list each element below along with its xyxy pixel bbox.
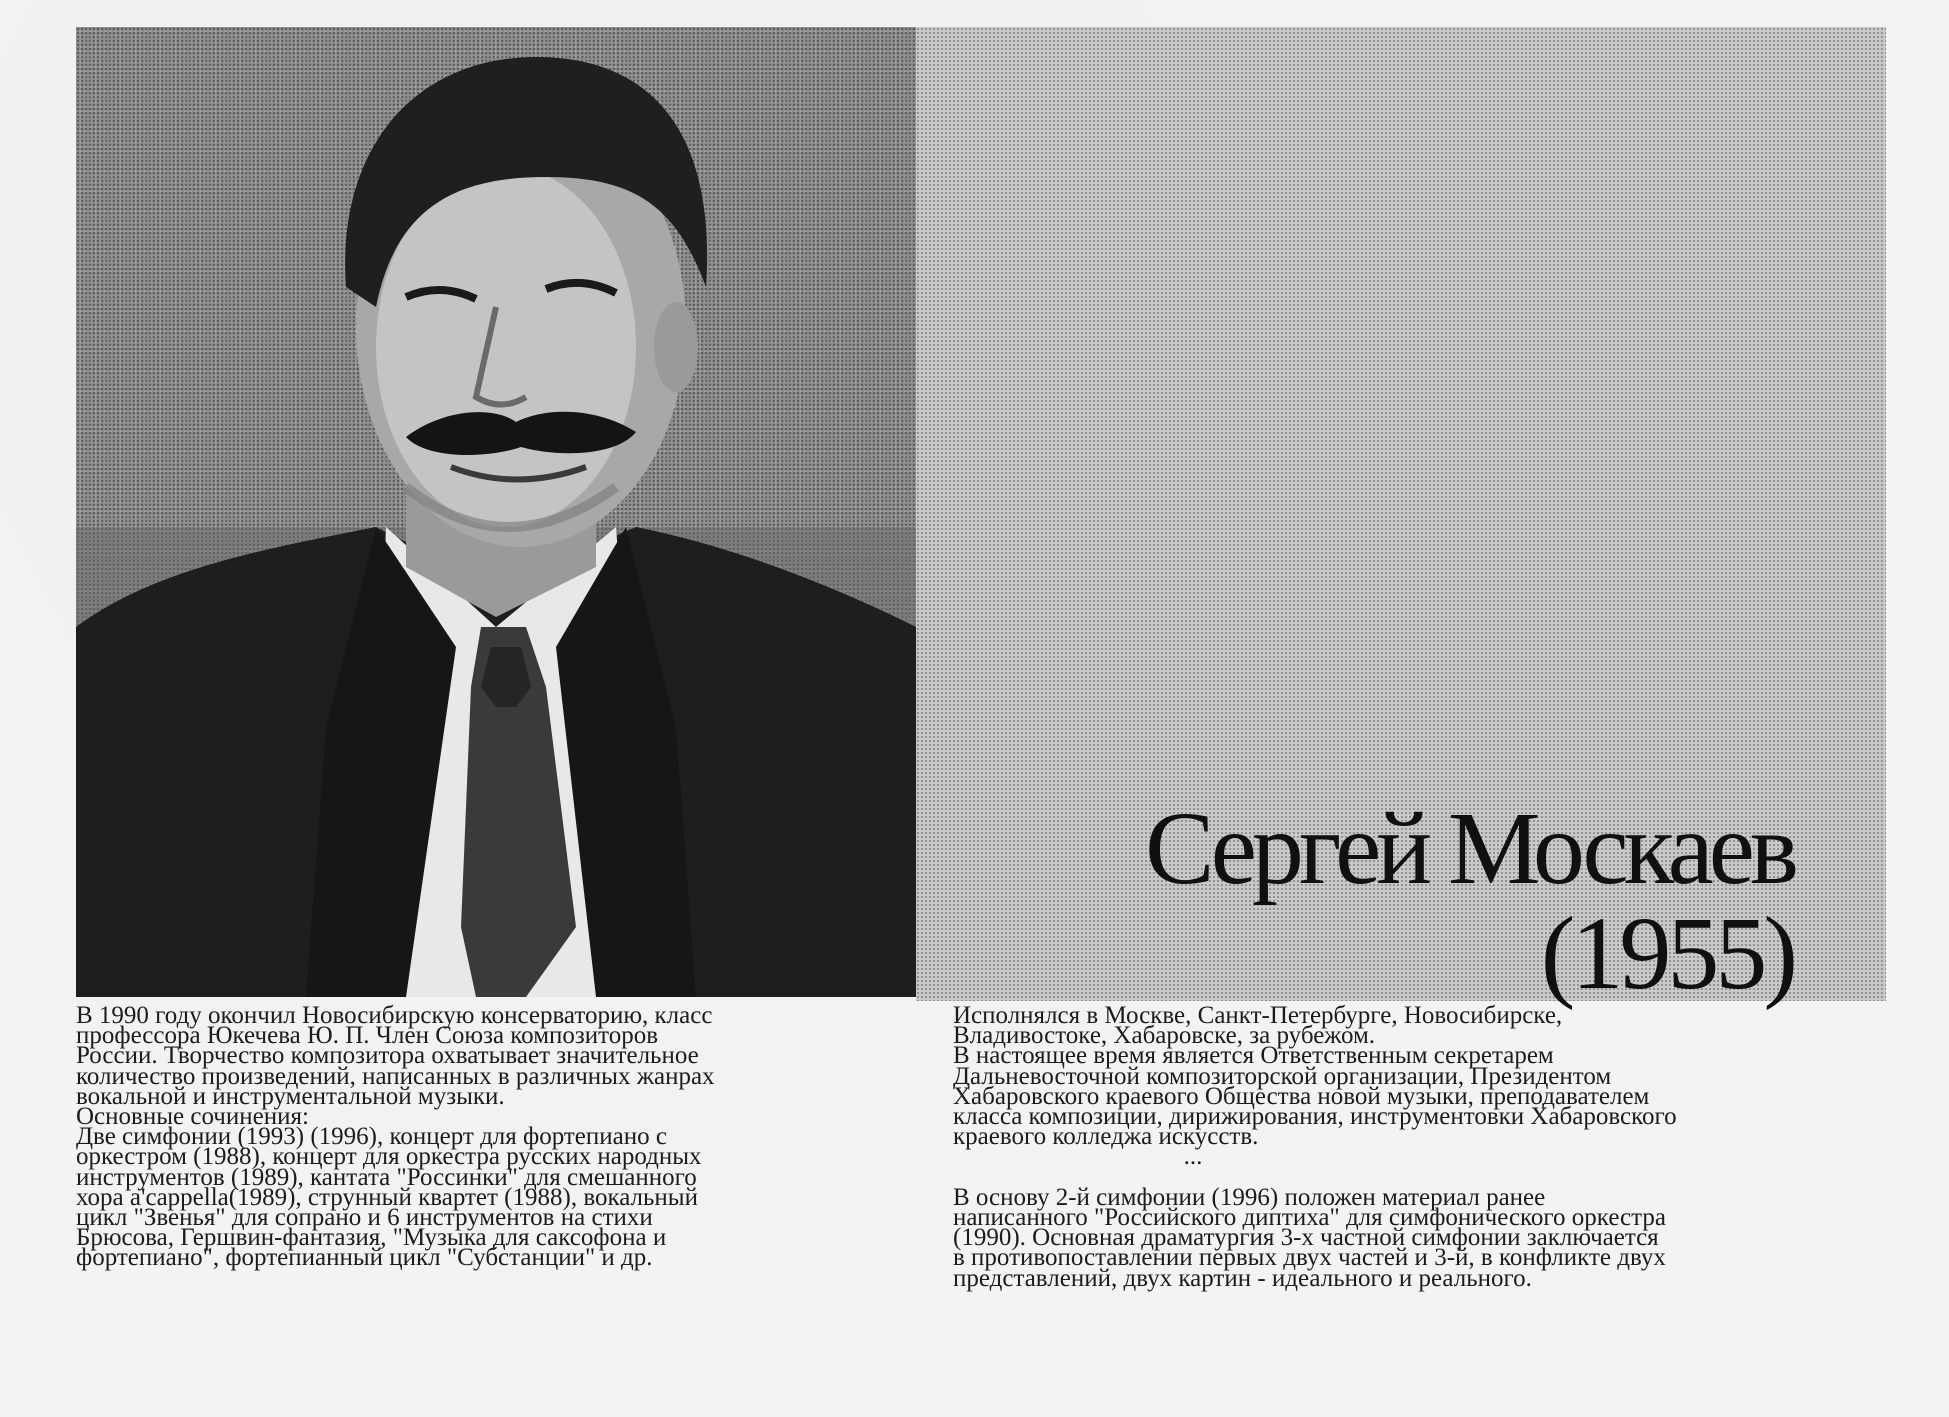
text-line: написанного "Российского диптиха" для симфонического оркестра — [953, 1204, 1666, 1232]
text-line: в противопоставлении первых двух частей и 3-й, в конфликте двух — [953, 1244, 1666, 1272]
section-separator: ... — [1183, 1143, 1203, 1171]
text-line: Владивостоке, Хабаровске, за рубежом. — [953, 1022, 1376, 1050]
text-line: В 1990 году окончил Новосибирскую консерваторию, класс — [76, 1002, 713, 1029]
text-line: вокальной и инструментальной музыки. — [76, 1082, 505, 1110]
text-line: профессора Юкечева Ю. П. Член Союза композиторов — [76, 1022, 659, 1050]
biography-right-column — [953, 1002, 1903, 1292]
text-line: хора a'cappella(1989), струнный квартет (1988), вокальный — [76, 1183, 698, 1211]
text-line: количество произведений, написанных в различных жанрах — [76, 1062, 715, 1090]
text-line: В основу 2-й симфонии (1996) положен материал ранее — [953, 1183, 1546, 1211]
portrait-illustration — [76, 27, 916, 997]
text-line: В настоящее время является Ответственным секретарем — [953, 1042, 1554, 1070]
composer-birth-year: (1955) — [1540, 896, 1794, 1011]
text-line: Две симфонии (1993) (1996), концерт для фортепиано с — [76, 1123, 667, 1151]
text-line: Брюсова, Гершвин-фантазия, "Музыка для саксофона и — [76, 1224, 667, 1252]
text-line: фортепиано", фортепианный цикл "Субстанции" и др. — [76, 1244, 653, 1272]
text-line: России. Творчество композитора охватывает значительное — [76, 1042, 699, 1070]
text-line: Исполнялся в Москве, Санкт-Петербурге, Новосибирске, — [953, 1002, 1563, 1029]
text-line: оркестром (1988), концерт для оркестра русских народных — [76, 1143, 702, 1171]
title-panel — [916, 27, 1886, 1011]
text-line: Дальневосточной композиторской организации, Президентом — [953, 1062, 1612, 1090]
text-line: цикл "Звенья" для сопрано и 6 инструментов на стихи — [76, 1204, 653, 1232]
text-line: класса композиции, дирижирования, инструментовки Хабаровского — [953, 1103, 1677, 1131]
text-line: Основные сочинения: — [76, 1103, 309, 1131]
composer-name: Сергей Москаев — [1145, 791, 1794, 906]
portrait-photo — [76, 27, 916, 997]
text-line: инструментов (1989), кантата "Россинки" для смешанного — [76, 1163, 697, 1191]
text-line: представлений, двух картин - идеального и реального. — [953, 1264, 1532, 1292]
text-line: Хабаровского краевого Общества новой музыки, преподавателем — [953, 1082, 1650, 1110]
biography-left-column — [76, 1002, 916, 1272]
text-line: (1990). Основная драматургия 3-х частной симфонии заключается — [953, 1224, 1659, 1252]
text-line: краевого колледжа искусств. — [953, 1123, 1259, 1151]
